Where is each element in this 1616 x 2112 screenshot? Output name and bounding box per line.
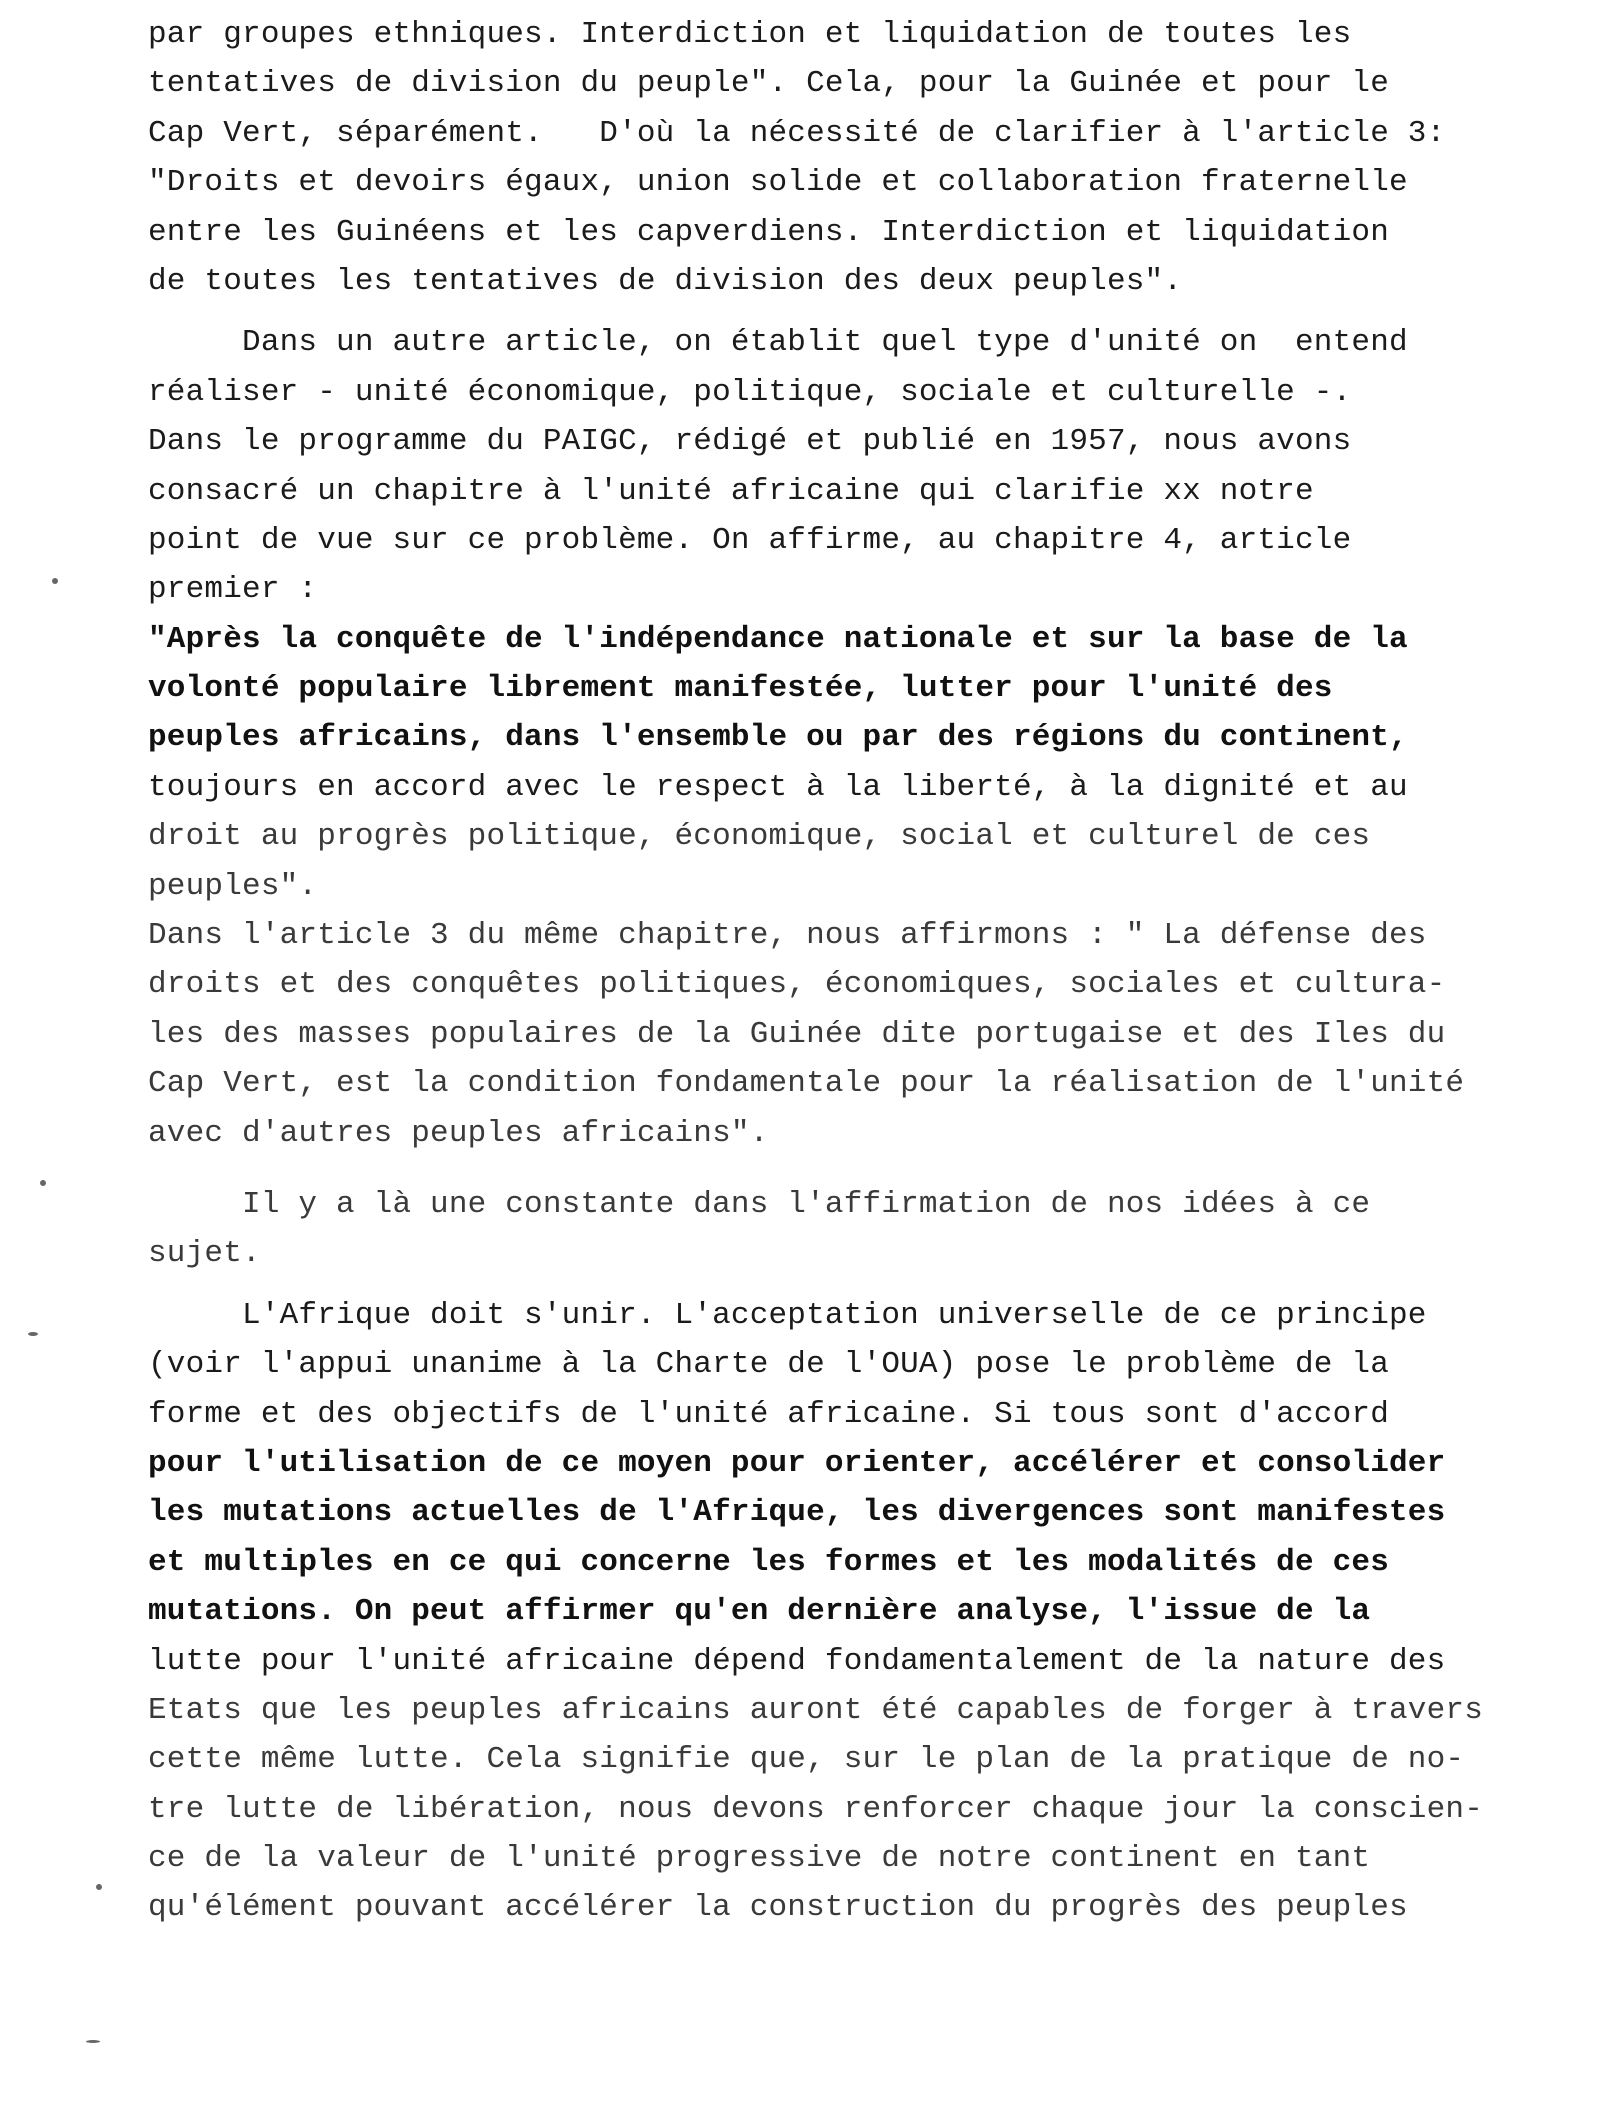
text-line: réaliser - unité économique, politique, sociale et culturelle -. xyxy=(148,374,1352,410)
text-line: forme et des objectifs de l'unité africaine. Si tous sont d'accord xyxy=(148,1396,1389,1432)
text-line: Il y a là une constante dans l'affirmation de nos idées à ce xyxy=(148,1186,1371,1222)
text-line: Dans l'article 3 du même chapitre, nous affirmons : " La défense des xyxy=(148,918,1427,954)
text-line: tentatives de division du peuple". Cela, pour la Guinée et pour le xyxy=(148,66,1389,102)
scan-speck xyxy=(52,578,58,584)
text-line: les mutations actuelles de l'Afrique, les divergences sont manifestes xyxy=(148,1495,1446,1531)
scan-speck xyxy=(40,1180,46,1186)
quoted-line: volonté populaire librement manifestée, lutter pour l'unité des xyxy=(148,671,1333,707)
text-line: droits et des conquêtes politiques, économiques, sociales et cultura- xyxy=(148,967,1446,1003)
text-line: Etats que les peuples africains auront été capables de forger à travers xyxy=(148,1692,1484,1728)
scan-speck xyxy=(96,1884,102,1890)
text-line: les des masses populaires de la Guinée dite portugaise et des Iles du xyxy=(148,1016,1446,1052)
text-line: point de vue sur ce problème. On affirme, au chapitre 4, article xyxy=(148,522,1352,558)
quoted-line: toujours en accord avec le respect à la liberté, à la dignité et au xyxy=(148,769,1408,805)
text-line: consacré un chapitre à l'unité africaine qui clarifie xx notre xyxy=(148,473,1314,509)
text-line: Dans un autre article, on établit quel type d'unité on entend xyxy=(148,325,1408,361)
text-line: cette même lutte. Cela signifie que, sur le plan de la pratique de no- xyxy=(148,1742,1465,1778)
quoted-line: peuples africains, dans l'ensemble ou par des régions du continent, xyxy=(148,720,1408,756)
text-line: sujet. xyxy=(148,1236,261,1272)
text-line: qu'élément pouvant accélérer la construction du progrès des peuples xyxy=(148,1890,1408,1926)
text-line: Cap Vert, est la condition fondamentale pour la réalisation de l'unité xyxy=(148,1066,1465,1102)
body-text xyxy=(148,10,1578,1933)
quoted-line: droit au progrès politique, économique, social et culturel de ces xyxy=(148,819,1371,855)
quoted-line: "Après la conquête de l'indépendance nationale et sur la base de la xyxy=(148,621,1408,657)
text-line: ce de la valeur de l'unité progressive de notre continent en tant xyxy=(148,1841,1371,1877)
text-line: lutte pour l'unité africaine dépend fondamentalement de la nature des xyxy=(148,1643,1446,1679)
text-line: tre lutte de libération, nous devons renforcer chaque jour la conscien- xyxy=(148,1791,1484,1827)
text-line: avec d'autres peuples africains". xyxy=(148,1115,769,1151)
quoted-line: peuples". xyxy=(148,868,318,904)
text-line: mutations. On peut affirmer qu'en dernière analyse, l'issue de la xyxy=(148,1594,1371,1630)
text-line: Cap Vert, séparément. D'où la nécessité de clarifier à l'article 3: xyxy=(148,115,1446,151)
scan-speck xyxy=(86,2040,100,2043)
scan-speck xyxy=(28,1332,38,1336)
text-line: L'Afrique doit s'unir. L'acceptation universelle de ce principe xyxy=(148,1297,1427,1333)
text-line: et multiples en ce qui concerne les formes et les modalités de ces xyxy=(148,1544,1389,1580)
text-line: entre les Guinéens et les capverdiens. Interdiction et liquidation xyxy=(148,214,1389,250)
text-line: de toutes les tentatives de division des deux peuples". xyxy=(148,263,1183,299)
text-line: Dans le programme du PAIGC, rédigé et publié en 1957, nous avons xyxy=(148,424,1352,460)
text-line: (voir l'appui unanime à la Charte de l'OUA) pose le problème de la xyxy=(148,1347,1389,1383)
text-line: pour l'utilisation de ce moyen pour orienter, accélérer et consolider xyxy=(148,1445,1446,1481)
text-line: "Droits et devoirs égaux, union solide et collaboration fraternelle xyxy=(148,165,1408,201)
text-line: premier : xyxy=(148,572,318,608)
text-line: par groupes ethniques. Interdiction et liquidation de toutes les xyxy=(148,17,1352,52)
